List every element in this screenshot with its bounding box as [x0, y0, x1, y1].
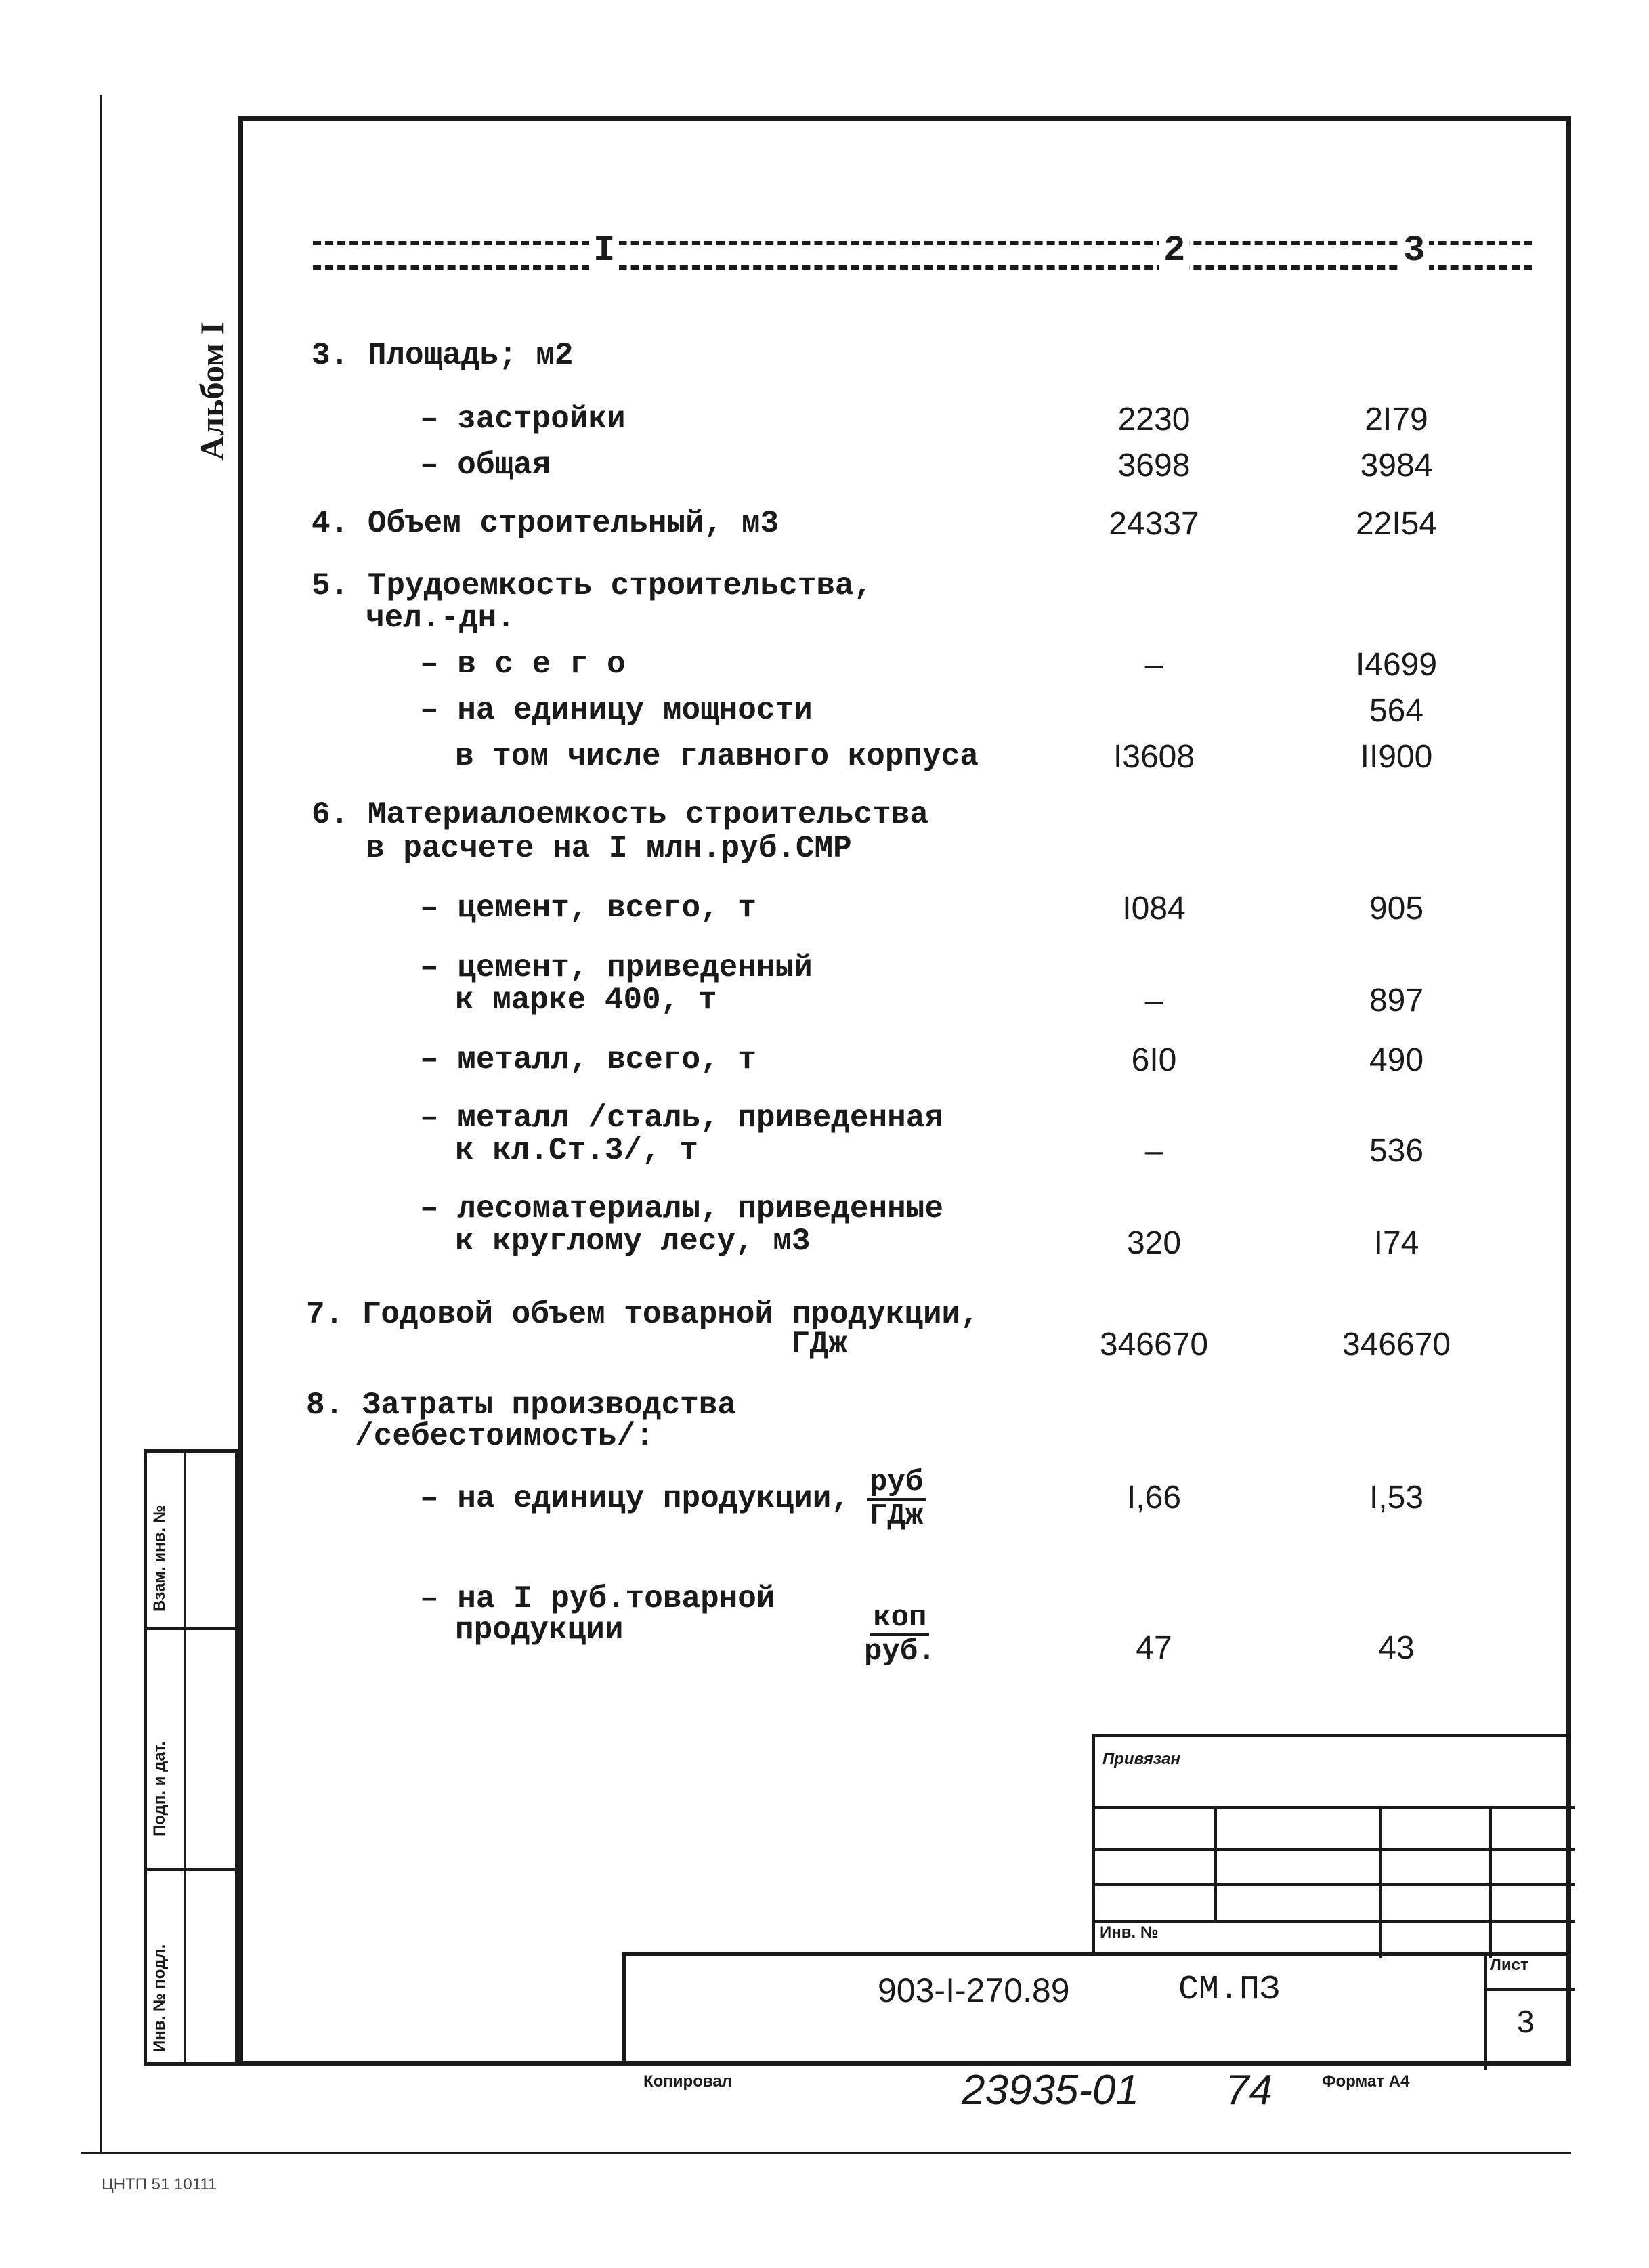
row-label: 4. Объем строительный, м3 — [312, 506, 779, 541]
copied-label: Копировал — [643, 2072, 732, 2091]
page-number: 74 — [1226, 2067, 1272, 2114]
row-label-cont: ГДж — [791, 1327, 847, 1362]
row-value-col3: 564 — [1369, 693, 1424, 729]
unit-numerator: коп — [870, 1602, 929, 1636]
row-value-col3: I,53 — [1369, 1480, 1424, 1516]
row-value-col2: 320 — [1126, 1225, 1182, 1261]
row-label: 7. Годовой объем товарной продукции, — [306, 1297, 979, 1332]
row-value-col2: I084 — [1122, 891, 1186, 926]
row-label: 8. Затраты производства — [306, 1388, 736, 1423]
row-value-col2: 47 — [1136, 1630, 1172, 1666]
row-value-col3: 43 — [1378, 1630, 1415, 1666]
row-value-col3: 905 — [1369, 891, 1424, 926]
title-block — [622, 1952, 1571, 2066]
row-label: – в с е г о — [420, 647, 626, 682]
document-designation: 903-I-270.89 — [878, 1971, 1070, 2009]
row-value-col2: 2230 — [1117, 402, 1191, 437]
row-label: 5. Трудоемкость строительства, — [312, 568, 873, 603]
row-label: – застройки — [420, 402, 626, 437]
row-label: – на I руб.товарной — [420, 1581, 775, 1617]
row-value-col2: 6I0 — [1131, 1042, 1177, 1078]
unit-fraction — [867, 1467, 926, 1532]
row-value-col2: 24337 — [1109, 506, 1199, 542]
row-value-col3: 2I79 — [1365, 402, 1428, 437]
row-value-col3: 346670 — [1342, 1327, 1451, 1363]
document-code: СМ.ПЗ — [1178, 1971, 1281, 2009]
row-label: – цемент, всего, т — [420, 891, 756, 926]
row-label: 3. Площадь; м2 — [312, 338, 574, 373]
unit-fraction — [864, 1602, 936, 1667]
row-label-cont: продукции — [455, 1612, 624, 1648]
sheet-label: Лист — [1490, 1956, 1528, 1974]
column-1-number: I — [589, 233, 619, 270]
row-value-col3: 536 — [1369, 1133, 1424, 1169]
row-value-col2: – — [1144, 647, 1163, 683]
row-label: 6. Материалоемкость строительства — [312, 797, 928, 832]
row-value-col2: I3608 — [1113, 739, 1195, 775]
row-value-col2: 3698 — [1117, 448, 1191, 484]
inventory-number-label: Инв. № — [1100, 1923, 1159, 1942]
row-label: – общая — [420, 448, 551, 483]
print-code: ЦНТП 51 10111 — [102, 2175, 217, 2194]
row-label: – на единицу продукции, — [420, 1481, 850, 1516]
unit-denominator: руб. — [864, 1635, 936, 1669]
column-2-number: 2 — [1159, 233, 1189, 270]
row-label-cont: чел.-дн. — [366, 601, 515, 636]
row-value-col3: II900 — [1360, 739, 1433, 775]
row-label: – металл, всего, т — [420, 1042, 756, 1077]
row-value-col2: – — [1144, 1133, 1163, 1169]
row-label: в том числе главного корпуса — [455, 739, 979, 774]
sheet-number: 3 — [1517, 2004, 1535, 2039]
row-value-col3: I4699 — [1355, 647, 1438, 683]
header-dashes-bottom — [313, 265, 1532, 270]
attached-label: Привязан — [1102, 1750, 1180, 1768]
row-label-cont: /себестоимость/: — [355, 1419, 654, 1454]
album-label: Альбом I — [193, 321, 231, 461]
row-label-cont: к марке 400, т — [455, 983, 717, 1018]
row-value-col3: 22I54 — [1355, 506, 1438, 542]
stamp-signature-date: Подп. и дат. — [150, 1741, 169, 1837]
row-label-cont: в расчете на I млн.руб.СМР — [366, 831, 852, 866]
format-label: Формат А4 — [1322, 2072, 1410, 2091]
stamp-replacement-inv: Взам. инв. № — [150, 1505, 169, 1612]
order-number: 23935-01 — [962, 2067, 1140, 2114]
row-label-cont: к кл.Ст.3/, т — [455, 1133, 698, 1168]
row-value-col3: I74 — [1373, 1225, 1419, 1261]
row-label: – лесоматериалы, приведенные — [420, 1191, 943, 1226]
row-value-col3: 3984 — [1360, 448, 1433, 484]
row-value-col2: I,66 — [1126, 1480, 1182, 1516]
row-value-col3: 490 — [1369, 1042, 1424, 1078]
column-3-number: 3 — [1399, 233, 1429, 270]
unit-denominator: ГДж — [870, 1499, 924, 1534]
row-label: – на единицу мощности — [420, 693, 813, 728]
row-value-col2: 346670 — [1099, 1327, 1209, 1363]
bottom-edge-line — [81, 2152, 1571, 2154]
row-value-col2: – — [1144, 983, 1163, 1019]
stamp-original-inv: Инв. № подл. — [150, 1944, 169, 2052]
row-value-col3: 897 — [1369, 983, 1424, 1019]
header-dashes-top — [313, 241, 1532, 245]
sheet-edge-line — [100, 95, 102, 2154]
unit-numerator: руб — [867, 1467, 926, 1501]
row-label: – металл /сталь, приведенная — [420, 1100, 943, 1136]
row-label: – цемент, приведенный — [420, 950, 813, 985]
row-label-cont: к круглому лесу, м3 — [455, 1224, 811, 1259]
